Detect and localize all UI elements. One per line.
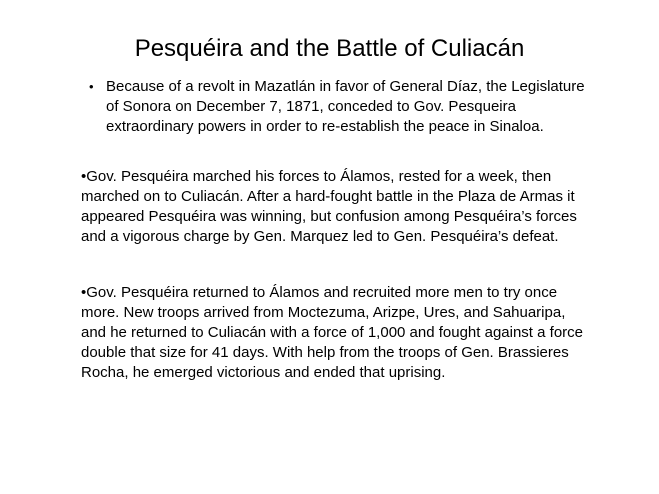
bullet-icon: • <box>89 79 94 94</box>
slide-title: Pesquéira and the Battle of Culiacán <box>134 35 525 62</box>
paragraph-battle: •Gov. Pesquéira marched his forces to Álamos, rested for a week, then marched on to Culiacán. After a hard-fought battle in the Plaza de Armas it appeared Pesquéira was winning, but confusion among Pesquéira’s forces and a vigorous charge by Gen. Marquez led to Gen. Pesquéira’s defeat. <box>81 168 577 245</box>
paragraph-victory: •Gov. Pesquéira returned to Álamos and recruited more men to try once more. New troops arrived from Moctezuma, Arizpe, Ures, and Sahuaripa, and he returned to Culiacán with a force of 1,000 and fought against a force double that size for 41 days. With help from the troops of Gen. Brassieres Rocha, he emerged victorious and ended that uprising. <box>81 284 584 381</box>
bullet-text: Because of a revolt in Mazatlán in favor of General Díaz, the Legislature of Sonora on December 7, 1871, conceded to Gov. Pesqueira extraordinary powers in order to re-establish the peace in Sinaloa. <box>106 78 585 135</box>
